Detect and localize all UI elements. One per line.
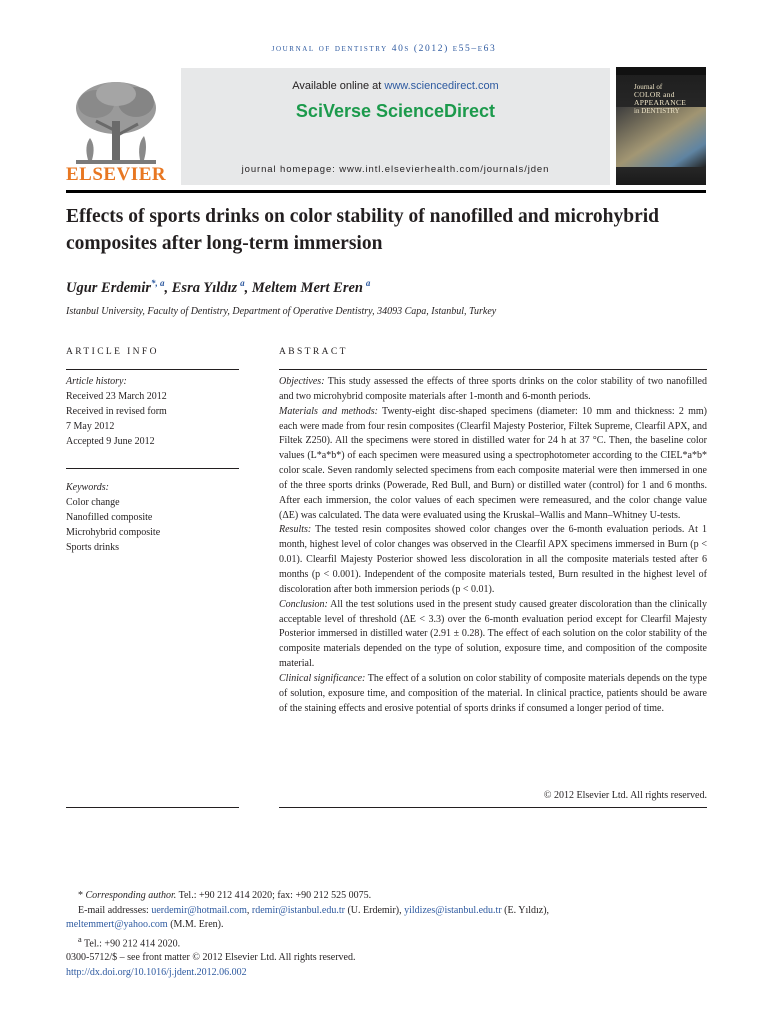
journal-cover-image: [616, 67, 706, 185]
issn-line: 0300-5712/$ – see front matter © 2012 Elsevier Ltd. All rights reserved.: [66, 952, 356, 964]
author-mark[interactable]: a: [365, 278, 371, 288]
footnote-mark: a: [78, 934, 82, 944]
author-a-note: [66, 933, 706, 952]
author-name: Esra Yıldız: [171, 279, 238, 296]
article-info-rule: [66, 369, 239, 370]
history-entry: Accepted 9 June 2012: [66, 436, 155, 447]
abstract-section-text: All the test solutions used in the present study caused greater discoloration than the clinically acceptable level of threshold (ΔE < 3.3) over the 6-month evaluation period except for Clearfil Majesty Posterior immersed in distilled water (2.91 ± 0.28). The effect of each solution on the color stability of the composite materials depended on the type of solution, exposure time, and composition of the composite material.: [279, 598, 707, 670]
email-link[interactable]: yildizes@istanbul.edu.tr: [404, 904, 502, 916]
abstract-section: [279, 598, 707, 672]
author-mark[interactable]: *, a: [151, 278, 165, 288]
available-online-line: [181, 80, 610, 92]
sciencedirect-link[interactable]: www.sciencedirect.com: [384, 80, 499, 92]
abstract-section-text: This study assessed the effects of three sports drinks on the color stability of two nanofilled and two microhybrid composite materials after 1-month and 6-month periods.: [279, 376, 707, 402]
journal-reference: journal of dentistry 40s (2012) e55–e63: [271, 44, 497, 54]
author-list: Ugur Erdemir$^{*, a}$, Esra Yıldız $^a$, Meltem Mert Eren $^a$: [66, 278, 371, 296]
email-addresses: [66, 904, 706, 919]
abstract-section-text: Twenty-eight disc-shaped specimens (diameter: 10 mm and thickness: 2 mm) each were made from four resin composites (Clearfil Majesty Posterior, Filtek Supreme, Clearfil APX, and Filtek Z250). All the specimens were stored in distilled water for 24 h at 37 °C. Then, the baseline color values (L*a*b*) of each specimen were measured using a spectrophotometer according to the CIEL*a*b* color scale. Seven randomly selected specimens from each composite material were then immersed in one of the three sports drinks (Powerade, Red Bull, and Burn) or distilled water (control) for 1 and 6 months. After each immersion, the color values of each specimen were remeasured, and the color change value (ΔE) was calculated. The data were evaluated using the Kruskal–Wallis and Mann–Whitney U-tests.: [279, 405, 707, 521]
abstract-bottom-rule: [279, 807, 707, 808]
abstract-section: [279, 375, 707, 405]
corresponding-author-label: Corresponding author.: [85, 890, 177, 901]
sciverse-sciencedirect-brand: SciVerse ScienceDirect: [295, 101, 496, 121]
abstract-body: [279, 375, 707, 716]
cover-title-line: in DENTISTRY: [634, 107, 680, 115]
email-addresses-cont: [66, 918, 706, 933]
abstract-section-label: Conclusion:: [279, 598, 328, 610]
corresponding-author-contact: Tel.: +90 212 414 2020; fax: +90 212 525 0075.: [176, 890, 372, 901]
keywords-rule: [66, 468, 239, 469]
abstract-section: [279, 523, 707, 597]
cover-artwork: [616, 107, 706, 167]
doi-link[interactable]: http://dx.doi.org/10.1016/j.jdent.2012.06.002: [66, 966, 247, 978]
cover-title-line: APPEARANCE: [634, 98, 687, 107]
history-entry: Received 23 March 2012: [66, 391, 167, 402]
abstract-heading: ABSTRACT: [279, 347, 348, 357]
elsevier-logo-text: ELSEVIER: [66, 164, 167, 185]
header-divider: [66, 190, 706, 193]
history-entry: Received in revised form: [66, 406, 167, 417]
email-owner: (E. Yıldız),: [501, 904, 550, 916]
abstract-section-label: Results:: [279, 524, 312, 536]
author-name: Meltem Mert Eren: [251, 279, 363, 296]
abstract-section-text: The tested resin composites showed color changes over the 6-month evaluation periods. At 1 month, highest level of color changes was observed in the Clearfil APX specimens immersed in Burn (p < 0.01). Clearfil Majesty Posterior showed less discoloration in all the composite materials tested after 6 months (p < 0.001). Independent of the composite materials tested, Burn resulted in the highest level of discoloration after both immersion periods (p < 0.01).: [279, 524, 707, 595]
article-history-label: Article history:: [66, 376, 127, 387]
author-mark[interactable]: a: [240, 278, 245, 288]
abstract-section-label: Materials and methods:: [279, 405, 378, 417]
article-title: Effects of sports drinks on color stability of nanofilled and microhybrid composites after long-term immersion: [66, 206, 659, 254]
keyword: Color change: [66, 497, 120, 508]
abstract-section: [279, 672, 707, 717]
author-name: Ugur Erdemir: [66, 279, 152, 296]
footnote-mark: *: [78, 890, 83, 901]
email-owner: (U. Erdemir),: [344, 904, 405, 916]
article-history: [66, 374, 239, 449]
affiliation: Istanbul University, Faculty of Dentistry, Department of Operative Dentistry, 34093 Capa, Istanbul, Turkey: [66, 306, 497, 317]
keyword: Sports drinks: [66, 542, 120, 553]
keywords-label: Keywords:: [66, 482, 109, 493]
author-a-tel: Tel.: +90 212 414 2020.: [81, 937, 181, 949]
abstract-section-label: Objectives:: [279, 376, 325, 387]
cover-top-band: [616, 67, 706, 75]
journal-homepage: journal homepage: www.intl.elsevierhealth.com/journals/jden: [241, 164, 550, 175]
history-entry: 7 May 2012: [66, 421, 115, 432]
email-link[interactable]: meltemmert@yahoo.com: [66, 919, 168, 930]
email-owner: (M.M. Eren).: [167, 919, 224, 930]
footnotes: [66, 889, 706, 980]
abstract-section: [279, 405, 707, 524]
email-label: E-mail addresses:: [78, 904, 152, 916]
abstract-section-text: The effect of a solution on color stability of composite materials depends on the type of solution, exposure time, and composition of the material. In clinical practice, patients should be aware of the staining effects and erosive potential of sports drinks if consumed a longer period of time.: [279, 672, 707, 714]
email-separator: ,: [246, 904, 252, 916]
keyword: Nanofilled composite: [66, 512, 153, 523]
email-link[interactable]: uerdemir@hotmail.com: [151, 904, 247, 916]
abstract-rule: [279, 369, 707, 370]
cover-title-line: Journal of: [634, 83, 663, 91]
cover-title: [634, 83, 704, 115]
abstract-copyright: © 2012 Elsevier Ltd. All rights reserved.: [543, 790, 707, 801]
keyword: Microhybrid composite: [66, 527, 161, 538]
corresponding-author-note: [66, 889, 706, 904]
email-link[interactable]: rdemir@istanbul.edu.tr: [251, 904, 345, 916]
cover-title-line: COLOR and: [634, 90, 675, 99]
article-info-bottom-rule: [66, 807, 239, 808]
article-info-heading: ARTICLE INFO: [66, 347, 159, 357]
keywords: [66, 480, 239, 555]
abstract-section-label: Clinical significance:: [279, 672, 366, 684]
available-online-label: Available online at: [292, 80, 385, 92]
